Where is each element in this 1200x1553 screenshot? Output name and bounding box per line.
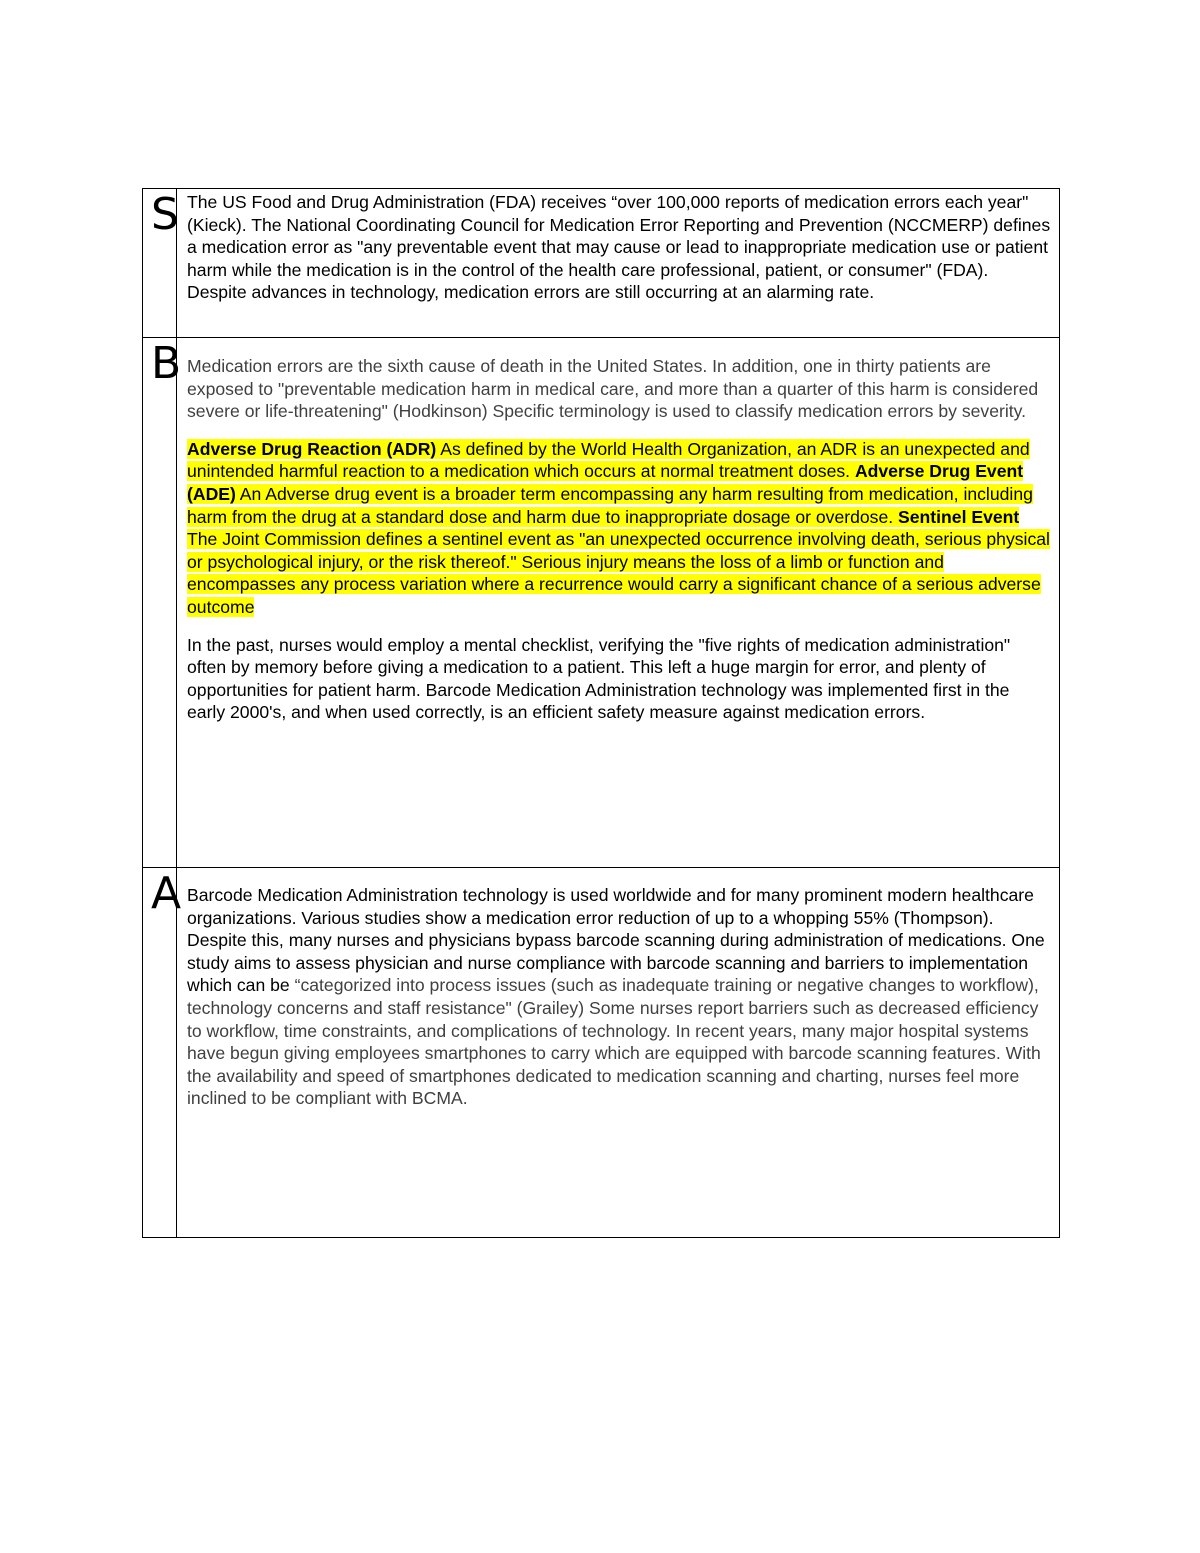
- definition-sentinel-event: The Joint Commission defines a sentinel event as "an unexpected occurrence involving death, serious physical or psychological injury, or the risk thereof." Serious injury means the loss of a limb or function and encompasses any process variation where a recurrence would carry a significant chance of a serious adverse outcome: [187, 529, 1050, 617]
- definition-ade: An Adverse drug event is a broader term encompassing any harm resulting from medication, including harm from the drug at a standard dose and harm due to inappropriate dosage or overdose.: [187, 483, 1033, 527]
- assessment-text-black: Barcode Medication Administration technology is used worldwide and for many prominent modern healthcare organizations. Various studies show a medication error reduction of up to a whopping 55% (Thompson). Despite this, many nurses and physicians bypass barcode scanning during administration of medications. One study aims to assess physician and nurse compliance with barcode scanning and barriers to implementation which can be: [187, 885, 1045, 996]
- sbar-row-background: [143, 338, 1060, 868]
- assessment-paragraph: [187, 884, 1051, 1110]
- situation-paragraph: The US Food and Drug Administration (FDA) receives “over 100,000 reports of medication errors each year" (Kieck). The National Coordinating Council for Medication Error Reporting and Prevention (NCCMERP) defines a medication error as "any preventable event that may cause or lead to inappropriate medication use or patient harm while the medication is in the control of the health care professional, patient, or consumer" (FDA). Despite advances in technology, medication errors are still occurring at an alarming rate.: [187, 192, 1051, 303]
- sbar-table: [142, 188, 1060, 1238]
- definition-adr: As defined by the World Health Organization, an ADR is an unexpected and unintended harmful reaction to a medication which occurs at normal treatment doses.: [187, 438, 1030, 482]
- definitions-paragraph: [187, 438, 1051, 619]
- term-ade: Adverse Drug Event (ADE): [187, 461, 1024, 504]
- assessment-content: [177, 868, 1060, 1238]
- assessment-text-gray: “categorized into process issues (such as inadequate training or negative changes to workflow), technology concerns and staff resistance" (Grailey) Some nurses report barriers such as decreased efficiency to workflow, time constraints, and complications of technology. In recent years, many major hospital systems have begun giving employees smartphones to carry which are equipped with barcode scanning features. With the availability and speed of smartphones dedicated to medication scanning and charting, nurses feel more inclined to be compliant with BCMA.: [187, 975, 1041, 1109]
- situation-content: [177, 189, 1060, 338]
- letter-cell-b: [143, 338, 182, 868]
- term-sentinel-event: Sentinel Event: [898, 506, 1020, 527]
- background-content: [177, 338, 1060, 868]
- section-letter-s: S: [151, 189, 179, 240]
- sbar-row-situation: [143, 189, 1060, 338]
- background-closing-paragraph: In the past, nurses would employ a mental checklist, verifying the "five rights of medication administration" often by memory before giving a medication to a patient. This left a huge margin for error, and plenty of opportunities for patient harm. Barcode Medication Administration technology was implemented first in the early 2000's, and when used correctly, is an efficient safety measure against medication errors.: [187, 634, 1011, 723]
- background-intro-paragraph: Medication errors are the sixth cause of death in the United States. In addition, one in thirty patients are exposed to "preventable medication harm in medical care, and more than a quarter of this harm is considered severe or life-threatening" (Hodkinson) Specific terminology is used to classify medication errors by severity.: [187, 356, 1039, 422]
- letter-cell-a: [143, 868, 182, 1238]
- section-letter-b: B: [151, 338, 182, 389]
- definitions-highlight: [187, 439, 1050, 617]
- term-adr: Adverse Drug Reaction (ADR): [187, 438, 437, 459]
- sbar-row-assessment: [143, 868, 1060, 1238]
- section-letter-a: A: [151, 868, 182, 919]
- letter-cell-s: [143, 189, 177, 338]
